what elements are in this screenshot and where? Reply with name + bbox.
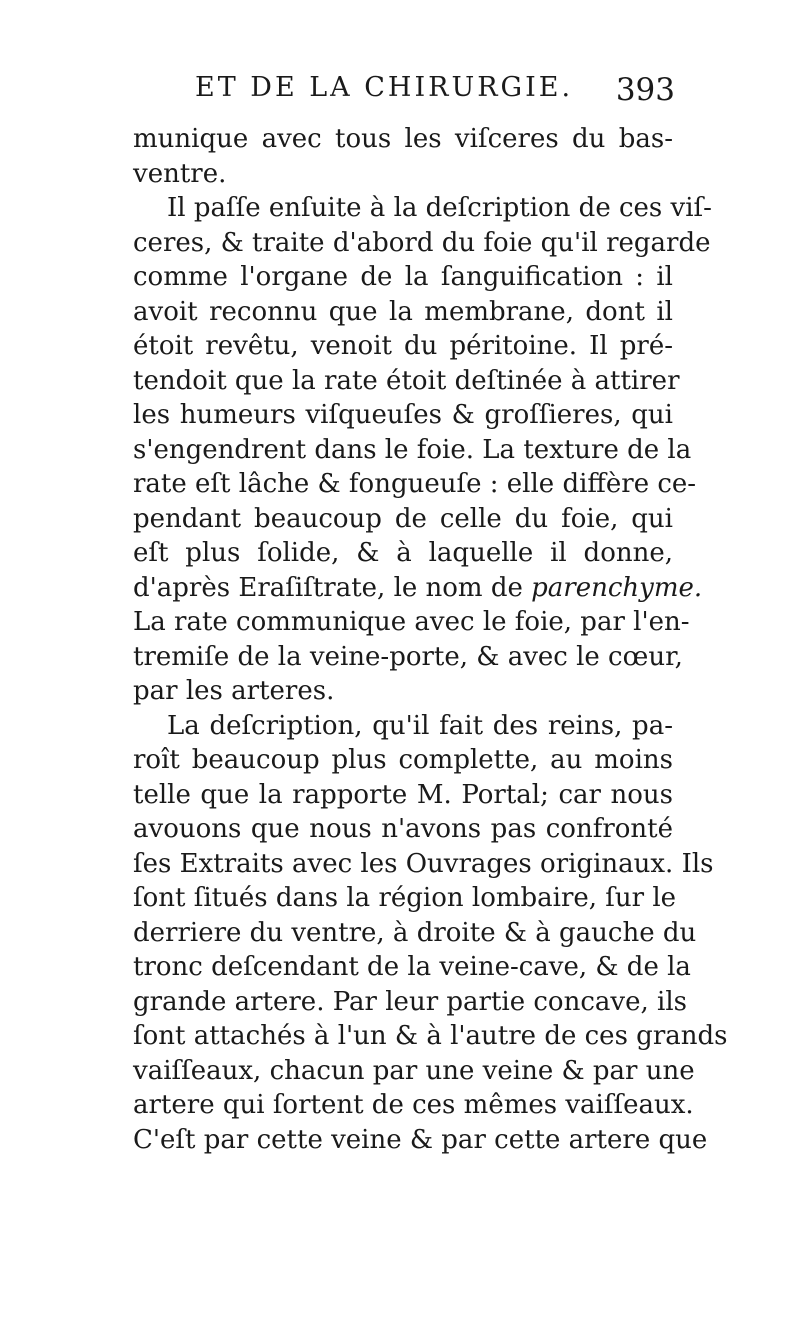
text-line: les humeurs viſqueuſes & groſſieres, qui bbox=[133, 400, 673, 430]
text-line: tremiſe de la veine-porte, & avec le cœur, bbox=[133, 641, 683, 672]
text-line: telle que la rapporte M. Portal; car nous bbox=[133, 779, 673, 810]
text-line: munique avec tous les viſceres du bas- bbox=[133, 124, 673, 154]
body-text bbox=[133, 122, 728, 1157]
text-line: derriere du ventre, à droite & à gauche du bbox=[133, 917, 697, 948]
text-line: comme l'organe de la ſanguification : il bbox=[133, 262, 673, 292]
text-line: vaiſſeaux, chacun par une veine & par une bbox=[133, 1055, 695, 1086]
text-line-with-italic bbox=[133, 571, 703, 606]
text-line: grande artere. Par leur partie concave, ils bbox=[133, 986, 687, 1017]
italic-term: parenchyme. bbox=[531, 572, 703, 603]
text-line: ventre. bbox=[133, 158, 227, 189]
text-line: par les arteres. bbox=[133, 676, 335, 706]
text-line: avoit reconnu que la membrane, dont il bbox=[133, 296, 673, 327]
text-line: s'engendrent dans le foie. La texture de la bbox=[133, 434, 692, 465]
text-line: tendoit que la rate étoit deſtinée à attirer bbox=[133, 365, 680, 396]
text-line: ceres, & traite d'abord du foie qu'il regarde bbox=[133, 227, 711, 258]
text-line: tronc deſcendant de la veine-cave, & de la bbox=[133, 952, 691, 982]
text-line: rate eſt lâche & fongueuſe : elle diffère ce- bbox=[133, 469, 697, 499]
text-line: ſes Extraits avec les Ouvrages originaux. Ils bbox=[133, 848, 714, 879]
text-line: La rate communique avec le foie, par l'en- bbox=[133, 607, 690, 637]
text-line: roît beaucoup plus complette, au moins bbox=[133, 745, 673, 775]
text-line: Il paſſe enſuite à la deſcription de ces viſ- bbox=[167, 193, 712, 223]
text-line: artere qui ſortent de ces mêmes vaiſſeaux. bbox=[133, 1090, 694, 1120]
page-header bbox=[195, 72, 675, 112]
text-line: La deſcription, qu'il fait des reins, pa- bbox=[167, 710, 673, 741]
page-number: 393 bbox=[615, 72, 675, 108]
text-line: pendant beaucoup de celle du foie, qui bbox=[133, 503, 673, 534]
text-line: ſont attachés à l'un & à l'autre de ces grands bbox=[133, 1021, 728, 1051]
text-line: C'eſt par cette veine & par cette artere que bbox=[133, 1124, 708, 1155]
text-line: ſont ſitués dans la région lombaire, ſur le bbox=[133, 883, 677, 913]
text-line: étoit revêtu, venoit du péritoine. Il pré- bbox=[133, 331, 673, 361]
text-line: eſt plus ſolide, & à laquelle il donne, bbox=[133, 538, 673, 568]
text-line-start: d'après Eraſiſtrate, le nom de bbox=[133, 572, 532, 603]
running-title: ET DE LA CHIRURGIE. bbox=[195, 72, 574, 103]
text-line: avouons que nous n'avons pas confronté bbox=[133, 814, 673, 844]
